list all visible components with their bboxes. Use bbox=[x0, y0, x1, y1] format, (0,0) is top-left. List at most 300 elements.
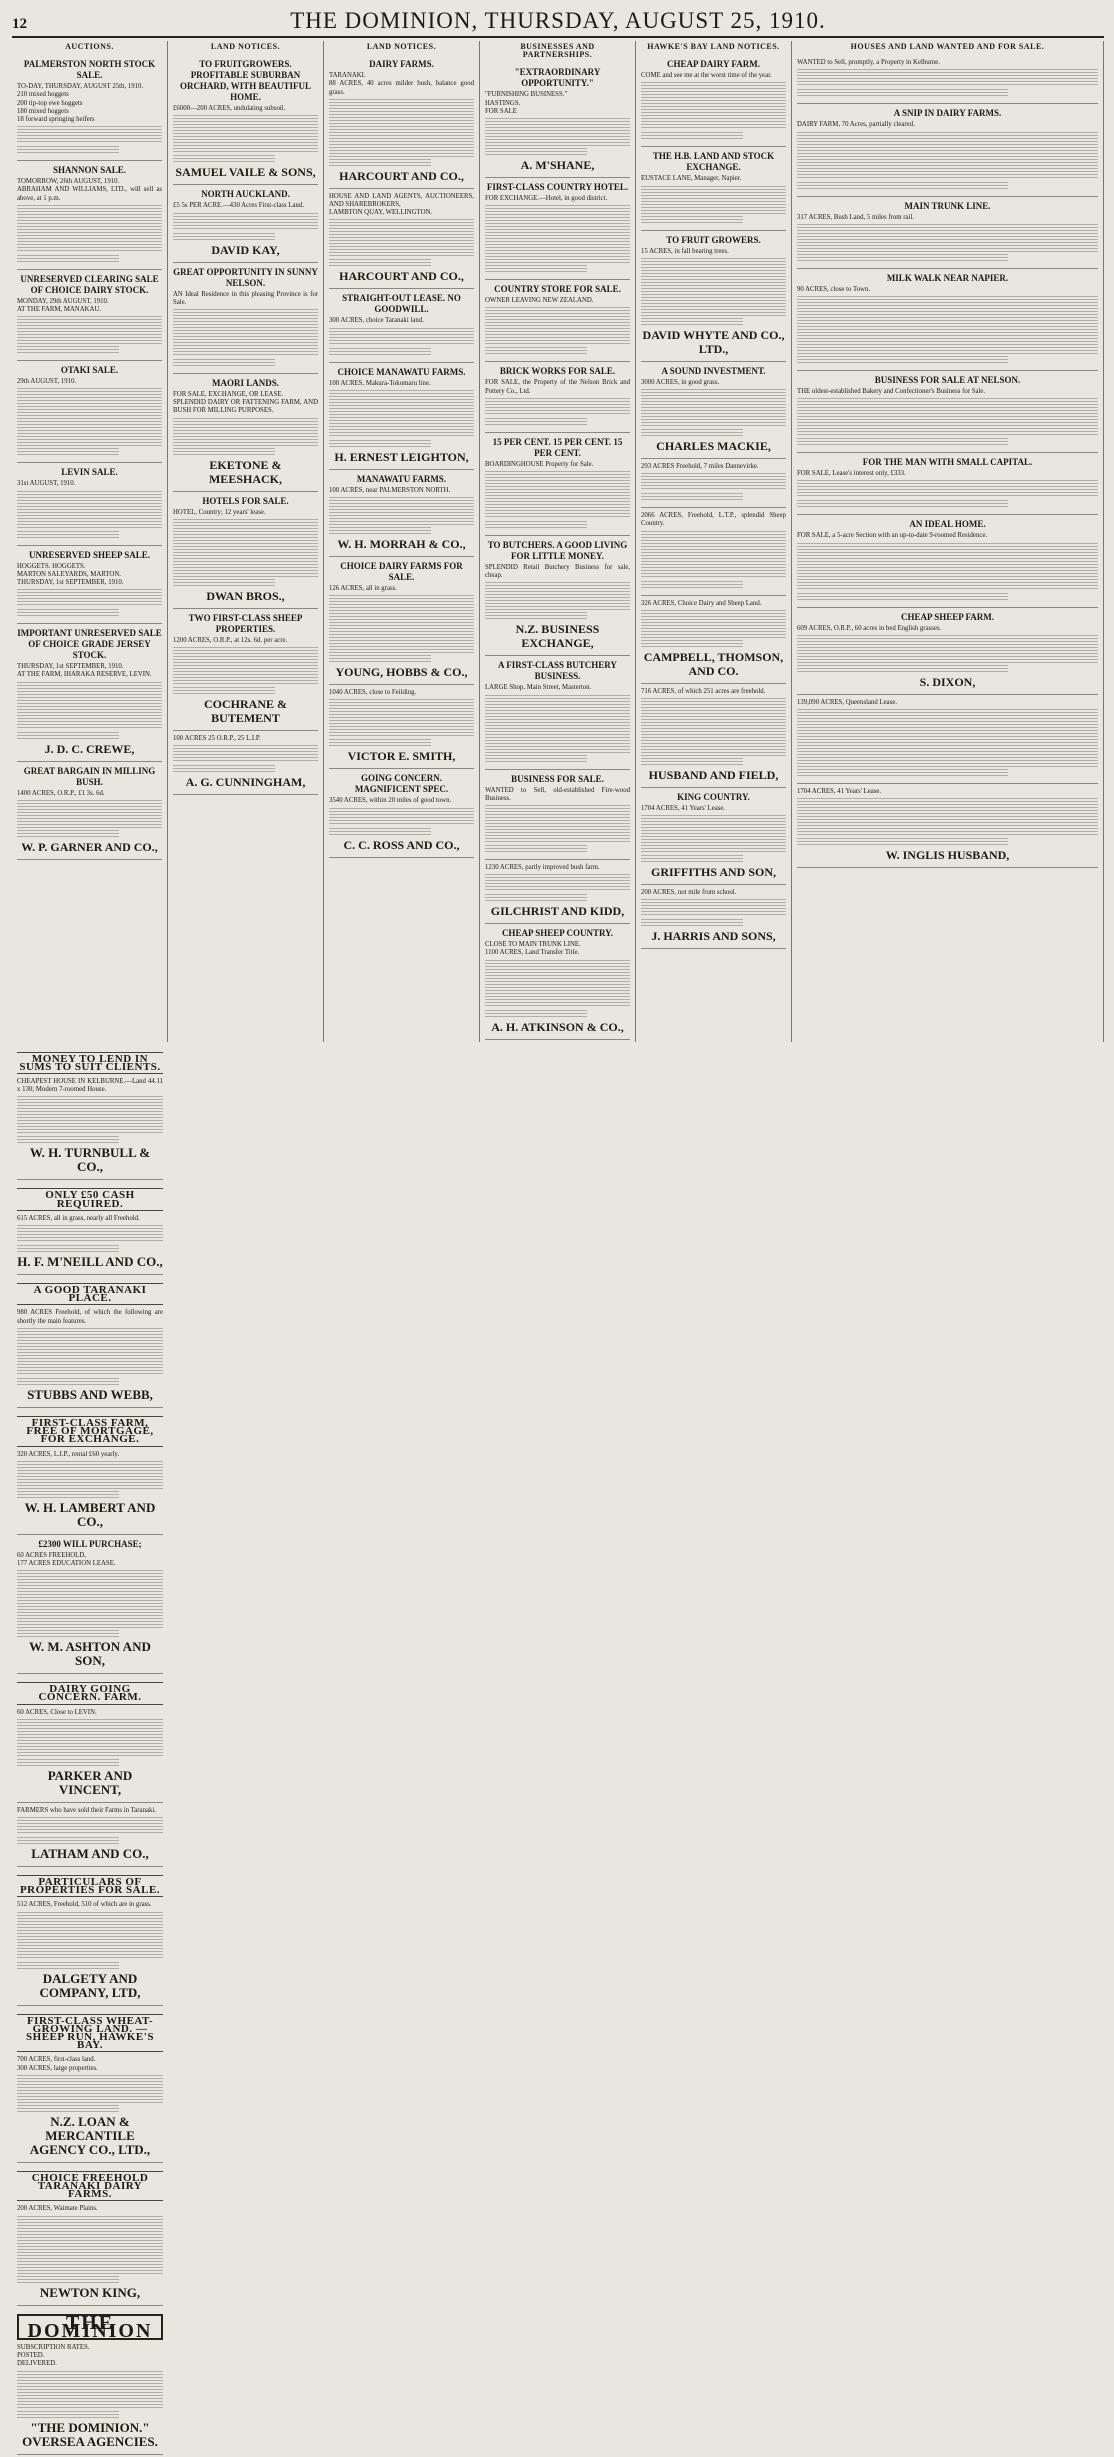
ad-title: COUNTRY STORE FOR SALE. bbox=[494, 284, 621, 295]
ad-line: BOARDINGHOUSE Property for Sale. bbox=[485, 460, 594, 468]
ad-title: GREAT BARGAIN IN MILLING BUSH. bbox=[23, 765, 156, 787]
ad-body-text-lines bbox=[173, 519, 318, 577]
ad-body-text-lines bbox=[17, 1912, 163, 1960]
advertisement bbox=[485, 280, 630, 362]
ad-agent-name: HARCOURT AND CO., bbox=[339, 269, 464, 284]
advertisement bbox=[17, 1275, 163, 1408]
ad-agent-name: "THE DOMINION." OVERSEA AGENCIES. bbox=[22, 2419, 158, 2449]
ad-body-text-lines bbox=[797, 709, 1098, 767]
ad-agent-name: YOUNG, HOBBS & CO., bbox=[335, 665, 468, 680]
ad-body-text-lines bbox=[485, 612, 587, 619]
ad-body-text-lines bbox=[329, 390, 474, 438]
ad-title: CHOICE DAIRY FARMS FOR SALE. bbox=[340, 561, 463, 583]
ad-title: STRAIGHT-OUT LEASE. NO GOODWILL. bbox=[342, 293, 461, 315]
ad-agent-name: S. DIXON, bbox=[919, 674, 976, 689]
ad-line: 88 ACRES, 40 acres milder bush, balance good grass. bbox=[329, 80, 474, 96]
ad-body-text-lines bbox=[641, 82, 786, 130]
advertisement bbox=[329, 289, 474, 362]
ad-body-text-lines bbox=[485, 695, 630, 753]
ad-body-text-lines bbox=[797, 438, 1008, 445]
ad-body-text-lines bbox=[485, 307, 630, 345]
ad-body-text-lines bbox=[797, 838, 1008, 845]
ad-body-text-lines bbox=[485, 960, 630, 1008]
column-4 bbox=[480, 41, 636, 1042]
ad-line: 100 ACRES, Makura-Tokomaru line. bbox=[329, 379, 431, 387]
ad-title: ONLY £50 CASH REQUIRED. bbox=[17, 1188, 163, 1210]
ad-body-text-lines bbox=[17, 2411, 119, 2418]
ad-agent-name: DALGETY AND COMPANY, LTD, bbox=[39, 1970, 141, 2000]
ad-body-text-lines bbox=[17, 388, 162, 446]
ad-body-text-lines bbox=[173, 745, 318, 763]
ad-body-text-lines bbox=[329, 808, 474, 826]
ad-title: TO FRUIT GROWERS. bbox=[666, 234, 761, 245]
ad-agent-name: LATHAM AND CO., bbox=[31, 1845, 149, 1861]
advertisement bbox=[17, 546, 162, 625]
ad-title: CHOICE MANAWATU FARMS. bbox=[337, 366, 466, 377]
column-heading: LAND NOTICES. bbox=[210, 42, 281, 51]
advertisement bbox=[641, 55, 786, 147]
ad-body-text-lines bbox=[17, 346, 119, 353]
ad-line: SUBSCRIPTION RATES. bbox=[17, 2343, 90, 2351]
ad-body-text-lines bbox=[17, 1245, 119, 1252]
ad-body-text-lines bbox=[641, 581, 743, 588]
ad-body-text-lines bbox=[17, 531, 119, 538]
advertisement bbox=[485, 362, 630, 432]
ad-body-text-lines bbox=[17, 609, 119, 616]
ad-body-text-lines bbox=[17, 1817, 163, 1835]
ad-body-text-lines bbox=[641, 493, 743, 500]
column-3 bbox=[324, 41, 480, 1042]
column-7 bbox=[12, 1042, 168, 2457]
ad-body-text-lines bbox=[17, 126, 162, 144]
ad-title: SHANNON SALE. bbox=[52, 165, 126, 176]
ad-line: SPLENDID DAIRY OR FATTENING FARM, AND BUSH FOR MILLING PURPOSES. bbox=[173, 399, 318, 415]
advertisement bbox=[797, 515, 1098, 607]
ad-body-text-lines bbox=[329, 328, 474, 346]
ad-body-text-lines bbox=[797, 480, 1098, 498]
ad-line: 326 ACRES, Choice Dairy and Sheep Land. bbox=[641, 599, 762, 607]
ad-agent-name: CHARLES MACKIE, bbox=[656, 439, 771, 454]
ad-body-text-lines bbox=[329, 219, 474, 257]
ad-agent-name: SAMUEL VAILE & SONS, bbox=[175, 165, 316, 180]
ad-line: FOR SALE, Lease's interest only, £333. bbox=[797, 470, 906, 478]
ad-body-text-lines bbox=[17, 1136, 119, 1143]
ad-body-text-lines bbox=[329, 828, 431, 835]
ad-agent-name: W. H. LAMBERT AND CO., bbox=[24, 1499, 156, 1529]
ad-agent-name: C. C. ROSS AND CO., bbox=[343, 837, 460, 852]
advertisement bbox=[17, 463, 162, 545]
ad-body-text-lines bbox=[641, 899, 786, 917]
ad-body-text-lines bbox=[17, 1962, 119, 1969]
advertisement bbox=[17, 2006, 163, 2163]
ad-body-text-lines bbox=[485, 205, 630, 263]
ad-body-text-lines bbox=[17, 682, 162, 730]
ad-line: OWNER LEAVING NEW ZEALAND. bbox=[485, 297, 594, 305]
ad-line: 200 ACRES, not mile from school. bbox=[641, 889, 737, 897]
ad-line: THURSDAY, 1st SEPTEMBER, 1910. bbox=[17, 579, 124, 587]
ad-agent-name: A. M'SHANE, bbox=[520, 158, 595, 173]
advertisement bbox=[17, 1044, 163, 1181]
ad-body-text-lines bbox=[797, 224, 1098, 252]
ad-body-text-lines bbox=[485, 347, 587, 354]
ad-line: FOR EXCHANGE.—Hotel, in good district. bbox=[485, 195, 608, 203]
ad-line: HOGGETS. HOGGETS. bbox=[17, 562, 86, 570]
ad-body-text-lines bbox=[797, 665, 1008, 672]
ad-line: FOR SALE, a 5-acre Section with an up-to-date 9-roomed Residence. bbox=[797, 532, 988, 540]
ad-line: LARGE Shop, Main Street, Masterton. bbox=[485, 684, 592, 692]
ad-body-text-lines bbox=[17, 589, 162, 607]
advertisement bbox=[641, 231, 786, 362]
ad-body-text-lines bbox=[797, 182, 1008, 189]
ad-line: 615 ACRES, all in grass, nearly all Freehold. bbox=[17, 1214, 140, 1222]
ad-body-text-lines bbox=[173, 448, 275, 455]
ad-agent-name: N.Z. BUSINESS EXCHANGE, bbox=[515, 622, 600, 651]
ad-body-text-lines bbox=[485, 874, 630, 892]
ad-title: CHOICE FREEHOLD TARANAKI DAIRY FARMS. bbox=[17, 2171, 163, 2202]
ad-line: DAIRY FARM, 70 Acres, partially cleared. bbox=[797, 121, 915, 129]
ad-title: UNRESERVED CLEARING SALE OF CHOICE DAIRY STOCK. bbox=[20, 273, 159, 295]
ad-line: HOTEL, Country; 12 years' lease. bbox=[173, 508, 266, 516]
ad-title: PARTICULARS OF PROPERTIES FOR SALE. bbox=[17, 1875, 163, 1897]
ad-line: "FURNISHING BUSINESS." bbox=[485, 91, 568, 99]
ad-line: MONDAY, 29th AUGUST, 1910. bbox=[17, 297, 109, 305]
ad-line: 29th AUGUST, 1910. bbox=[17, 378, 77, 386]
ad-agent-name: PARKER AND VINCENT, bbox=[47, 1767, 133, 1797]
masthead bbox=[12, 8, 1104, 38]
ad-line: AT THE FARM, MANAKAU. bbox=[17, 306, 102, 314]
ad-line: 317 ACRES, Bush Land, 5 miles from rail. bbox=[797, 213, 915, 221]
ad-line: 3000 ACRES, in good grass. bbox=[641, 378, 720, 386]
ad-line: 3540 ACRES, within 20 miles of good town. bbox=[329, 797, 452, 805]
ad-body-text-lines bbox=[17, 1491, 119, 1498]
ad-title: BUSINESS FOR SALE AT NELSON. bbox=[874, 375, 1021, 386]
ad-body-text-lines bbox=[485, 118, 630, 146]
ad-title: "EXTRAORDINARY OPPORTUNITY." bbox=[514, 67, 601, 89]
ad-title: BRICK WORKS FOR SALE. bbox=[499, 366, 616, 377]
ad-body-text-lines bbox=[173, 233, 275, 240]
ad-body-text-lines bbox=[329, 440, 431, 447]
advertisement bbox=[797, 55, 1098, 104]
ad-body-text-lines bbox=[329, 595, 474, 653]
ad-body-text-lines bbox=[641, 815, 786, 853]
ad-agent-name: NEWTON KING, bbox=[39, 2284, 141, 2300]
ad-agent-name: VICTOR E. SMITH, bbox=[347, 749, 456, 764]
ad-agent-name: W. H. MORRAH & CO., bbox=[337, 537, 466, 552]
ad-body-text-lines bbox=[641, 758, 743, 765]
ad-line: AT THE FARM, IHARAKA RESERVE, LEVIN. bbox=[17, 671, 152, 679]
ad-title: MILK WALK NEAR NAPIER. bbox=[886, 272, 1009, 283]
ad-line: 700 ACRES, first-class land. bbox=[17, 2056, 96, 2064]
ad-agent-name: DAVID WHYTE AND CO., LTD., bbox=[642, 327, 785, 356]
advertisement bbox=[173, 374, 318, 492]
ad-body-text-lines bbox=[485, 582, 630, 610]
ad-title: DAIRY FARMS. bbox=[369, 59, 434, 70]
ad-body-text-lines bbox=[485, 521, 587, 528]
ad-body-text-lines bbox=[17, 2216, 163, 2274]
ad-line: ABRAHAM AND WILLIAMS, LTD., will sell as above, at 1 p.m. bbox=[17, 186, 162, 202]
ad-title: UNRESERVED SHEEP SALE. bbox=[29, 549, 150, 560]
column-heading: HOUSES AND LAND WANTED AND FOR SALE. bbox=[850, 42, 1045, 51]
ad-title: CHEAP DAIRY FARM. bbox=[667, 59, 760, 70]
ad-line: 1100 ACRES, Land Transfer Title. bbox=[485, 949, 580, 957]
advertisement bbox=[173, 492, 318, 609]
advertisement bbox=[641, 459, 786, 508]
ad-agent-name: HUSBAND AND FIELD, bbox=[648, 768, 779, 783]
ad-title: BUSINESS FOR SALE. bbox=[511, 773, 604, 784]
ad-title: LEVIN SALE. bbox=[61, 467, 118, 478]
ad-body-text-lines bbox=[17, 1461, 163, 1489]
ad-title: MAORI LANDS. bbox=[211, 378, 279, 389]
ad-agent-name: A. G. CUNNINGHAM, bbox=[185, 775, 306, 790]
ad-body-text-lines bbox=[173, 647, 318, 685]
advertisement bbox=[173, 185, 318, 262]
ad-body-text-lines bbox=[17, 1759, 119, 1766]
ad-body-text-lines bbox=[17, 146, 119, 153]
ad-title: A SOUND INVESTMENT. bbox=[661, 365, 766, 376]
advertisement bbox=[329, 685, 474, 769]
advertisement bbox=[17, 1867, 163, 2006]
ad-line: 1200 ACRES, O.R.P., at 12s. 6d. per acre. bbox=[173, 636, 288, 644]
ad-body-text-lines bbox=[17, 1378, 119, 1385]
ad-line: LAMBTON QUAY, WELLINGTON. bbox=[329, 209, 433, 217]
ad-body-text-lines bbox=[329, 348, 431, 355]
ad-body-text-lines bbox=[329, 99, 474, 157]
advertisement bbox=[173, 263, 318, 374]
ad-title: GREAT OPPORTUNITY IN SUNNY NELSON. bbox=[173, 266, 318, 288]
advertisement bbox=[797, 608, 1098, 695]
ad-line: 300 ACRES, large properties. bbox=[17, 2064, 98, 2072]
ad-line: 1704 ACRES, 41 Years' Lease. bbox=[641, 805, 726, 813]
ad-body-text-lines bbox=[17, 1570, 163, 1628]
ad-line: 100 ACRES 25 O.R.P., 25 L.I.P. bbox=[173, 735, 261, 743]
advertisement bbox=[641, 508, 786, 595]
ad-body-text-lines bbox=[641, 132, 743, 139]
ad-body-text-lines bbox=[641, 389, 786, 427]
ad-body-text-lines bbox=[485, 471, 630, 519]
advertisement bbox=[173, 55, 318, 185]
ad-line: 139,090 ACRES, Queensland Lease. bbox=[797, 698, 898, 706]
advertisement bbox=[797, 104, 1098, 196]
ad-body-text-lines bbox=[485, 148, 587, 155]
ad-line: 126 ACRES, all in grass. bbox=[329, 585, 397, 593]
ad-line: 1230 ACRES, partly improved bush farm. bbox=[485, 864, 600, 872]
advertisement bbox=[485, 770, 630, 860]
column-6 bbox=[792, 41, 1104, 1042]
ad-title: CHEAP SHEEP FARM. bbox=[900, 611, 995, 622]
ad-body-text-lines bbox=[173, 687, 275, 694]
ad-line: 177 ACRES EDUCATION LEASE. bbox=[17, 1559, 116, 1567]
ad-line: HOUSE AND LAND AGENTS, AUCTIONEERS, AND SHAREBROKERS, bbox=[329, 192, 474, 209]
dominion-logo: THE DOMINION bbox=[17, 2314, 163, 2340]
ad-title: GOING CONCERN. MAGNIFICENT SPEC. bbox=[354, 773, 449, 795]
ad-body-text-lines bbox=[485, 265, 587, 272]
ad-line: 320 ACRES, L.I.P., rental £60 yearly. bbox=[17, 1450, 120, 1458]
ad-body-text-lines bbox=[329, 655, 431, 662]
ad-line: 512 ACRES, Freehold, 510 of which are in grass. bbox=[17, 1901, 152, 1909]
ad-agent-name: COCHRANE & BUTEMENT bbox=[204, 697, 287, 726]
ad-body-text-lines bbox=[641, 698, 786, 756]
ad-title: DAIRY GOING CONCERN. FARM. bbox=[17, 1682, 163, 1704]
ad-body-text-lines bbox=[329, 159, 431, 166]
advertisement bbox=[329, 55, 474, 189]
ad-body-text-lines bbox=[17, 255, 119, 262]
ad-agent-name: GILCHRIST AND KIDD, bbox=[490, 904, 625, 919]
ad-agent-name: GRIFFITHS AND SON, bbox=[650, 865, 777, 880]
ad-body-text-lines bbox=[797, 500, 1008, 507]
ad-agent-name: W. H. TURNBULL & CO., bbox=[29, 1145, 151, 1175]
ad-body-text-lines bbox=[797, 798, 1098, 836]
ad-body-text-lines bbox=[173, 765, 275, 772]
advertisement bbox=[17, 762, 162, 860]
advertisement bbox=[17, 2163, 163, 2306]
ad-line: HASTINGS. bbox=[485, 99, 521, 107]
ad-title: KING COUNTRY. bbox=[677, 792, 750, 803]
ad-body-text-lines bbox=[17, 2276, 119, 2283]
ad-body-text-lines bbox=[641, 640, 743, 647]
advertisement bbox=[329, 189, 474, 290]
ad-body-text-lines bbox=[641, 318, 743, 325]
ad-body-text-lines bbox=[17, 205, 162, 253]
advertisement bbox=[17, 161, 162, 270]
column-heading: HAWKE'S BAY LAND NOTICES. bbox=[647, 42, 780, 51]
advertisement bbox=[173, 609, 318, 731]
ad-body-text-lines bbox=[797, 593, 1008, 600]
advertisement bbox=[797, 371, 1098, 453]
ad-title: MANAWATU FARMS. bbox=[356, 473, 447, 484]
advertisement bbox=[17, 361, 162, 463]
ad-title: PALMERSTON NORTH STOCK SALE. bbox=[23, 59, 156, 81]
ad-body-text-lines bbox=[17, 800, 162, 828]
column-heading: BUSINESSES AND PARTNERSHIPS. bbox=[520, 42, 595, 60]
ad-line: 1040 ACRES, close to Feilding. bbox=[329, 689, 417, 697]
ad-line: 609 ACRES, O.R.P., 60 acres in bed English grasses. bbox=[797, 624, 942, 632]
ad-body-text-lines bbox=[173, 418, 318, 446]
ad-title: MONEY TO LEND IN SUMS TO SUIT CLIENTS. bbox=[17, 1052, 163, 1074]
ad-body-text-lines bbox=[485, 755, 587, 762]
ad-line: TOMORROW, 26th AUGUST, 1910. bbox=[17, 178, 120, 186]
ad-body-text-lines bbox=[173, 213, 318, 231]
ad-line: 1704 ACRES, 41 Years' Lease. bbox=[797, 788, 882, 796]
ad-body-text-lines bbox=[641, 855, 743, 862]
advertisement bbox=[329, 363, 474, 470]
advertisement bbox=[485, 924, 630, 1039]
ad-body-text-lines bbox=[797, 132, 1098, 180]
ad-body-text-lines bbox=[641, 531, 786, 579]
ad-title: TO FRUITGROWERS. PROFITABLE SUBURBAN ORCHARD, WITH BEAUTIFUL HOME. bbox=[179, 59, 312, 103]
advertisement bbox=[17, 624, 162, 761]
ad-agent-name: J. D. C. CREWE, bbox=[44, 741, 135, 756]
advertisement bbox=[641, 788, 786, 885]
advertisement bbox=[485, 433, 630, 536]
ad-line: SPLENDID Retail Butchery Business for sale, cheap. bbox=[485, 564, 630, 580]
ad-line: DELIVERED. bbox=[17, 2360, 57, 2368]
ad-line: FOR SALE, the Property of the Nelson Brick and Pottery Co., Ltd. bbox=[485, 379, 630, 395]
ad-line: 1400 ACRES, O.R.P., £1 3s. 6d. bbox=[17, 789, 105, 797]
ad-body-text-lines bbox=[641, 610, 786, 638]
advertisement bbox=[17, 1408, 163, 1535]
ad-agent-name: W. M. ASHTON AND SON, bbox=[29, 1639, 151, 1669]
ad-agent-name: H. F. M'NEILL AND CO., bbox=[17, 1254, 163, 1270]
ad-body-text-lines bbox=[17, 1225, 163, 1243]
ad-title: IMPORTANT UNRESERVED SALE OF CHOICE GRADE JERSEY STOCK. bbox=[17, 628, 162, 661]
ad-line: 90 ACRES, close to Town. bbox=[797, 285, 871, 293]
advertisement bbox=[329, 557, 474, 685]
ad-body-text-lines bbox=[17, 732, 119, 739]
ad-line: 200 ACRES, Waimate Plains. bbox=[17, 2205, 98, 2213]
page-number: 12 bbox=[12, 16, 27, 32]
ad-line: 60 ACRES, Close to LEVIN. bbox=[17, 1708, 97, 1716]
ad-line: 15 ACRES, in fall bearing trees. bbox=[641, 247, 729, 255]
ad-title: MAIN TRUNK LINE. bbox=[904, 200, 991, 211]
ad-line: £6000—200 ACRES, undulating subsoil. bbox=[173, 105, 286, 113]
advertisement bbox=[173, 731, 318, 795]
masthead-title: THE DOMINION, THURSDAY, AUGUST 25, 1910. bbox=[290, 8, 826, 33]
ad-title: FOR THE MAN WITH SMALL CAPITAL. bbox=[862, 457, 1033, 468]
ad-body-text-lines bbox=[641, 429, 743, 436]
ad-body-text-lines bbox=[485, 845, 587, 852]
ad-body-text-lines bbox=[329, 699, 474, 737]
ad-body-text-lines bbox=[173, 115, 318, 153]
ad-body-text-lines bbox=[641, 473, 786, 491]
ad-title: FIRST-CLASS COUNTRY HOTEL. bbox=[486, 182, 629, 193]
ad-body-text-lines bbox=[485, 894, 587, 901]
ad-body-text-lines bbox=[17, 1719, 163, 1757]
advertisement bbox=[485, 656, 630, 769]
advertisement bbox=[797, 453, 1098, 515]
ad-line: 293 ACRES Freehold, 7 miles Dannevirke. bbox=[641, 463, 759, 471]
ad-title: TWO FIRST-CLASS SHEEP PROPERTIES. bbox=[188, 612, 303, 634]
ad-line: EUSTACE LANE, Manager, Napier. bbox=[641, 175, 742, 183]
ad-body-text-lines bbox=[329, 259, 431, 266]
ad-body-text-lines bbox=[485, 805, 630, 843]
ad-agent-name: CAMPBELL, THOMSON, AND CO. bbox=[643, 649, 784, 678]
ad-line: 100 ACRES, near PALMERSTON NORTH. bbox=[329, 486, 451, 494]
ad-body-text-lines bbox=[797, 254, 1008, 261]
ad-line: TO-DAY, THURSDAY, AUGUST 25th, 1910. bbox=[17, 83, 144, 91]
ad-line: WANTED to Sell, promptly, a Property in Kelburne. bbox=[797, 59, 941, 67]
ad-title: A FIRST-CLASS BUTCHERY BUSINESS. bbox=[498, 660, 617, 682]
ad-body-text-lines bbox=[797, 635, 1098, 663]
ad-body-text-lines bbox=[797, 89, 1008, 96]
advertisement bbox=[329, 470, 474, 557]
ad-body-text-lines bbox=[173, 579, 275, 586]
advertisement bbox=[485, 178, 630, 280]
ad-line: 210 mixed hoggets bbox=[17, 91, 69, 99]
ad-body-text-lines bbox=[173, 359, 275, 366]
ad-body-text-lines bbox=[17, 448, 119, 455]
column-1 bbox=[12, 41, 168, 1042]
advertisement bbox=[17, 1535, 163, 1674]
advertisement bbox=[17, 1803, 163, 1867]
ad-line: POSTED. bbox=[17, 2352, 45, 2360]
ad-title: OTAKI SALE. bbox=[60, 365, 119, 376]
ad-body-text-lines bbox=[641, 258, 786, 316]
ad-line: 716 ACRES, of which 251 acres are freehold. bbox=[641, 687, 766, 695]
ad-title: FIRST-CLASS WHEAT-GROWING LAND. — SHEEP RUN, HAWKE'S BAY. bbox=[17, 2014, 163, 2053]
ad-line: FOR SALE, EXCHANGE, OR LEASE. bbox=[173, 391, 284, 399]
ad-title: TO BUTCHERS. A GOOD LIVING FOR LITTLE MONEY. bbox=[487, 540, 628, 562]
ad-body-text-lines bbox=[797, 296, 1098, 354]
advertisement bbox=[17, 1674, 163, 1803]
ad-line: THE oldest-established Bakery and Confectioner's Business for Sale. bbox=[797, 388, 986, 396]
advertisement bbox=[797, 197, 1098, 269]
ad-body-text-lines bbox=[641, 216, 743, 223]
ad-agent-name: STUBBS AND WEBB, bbox=[27, 1386, 153, 1402]
ad-body-text-lines bbox=[17, 491, 162, 529]
column-5 bbox=[636, 41, 792, 1042]
ad-line: AN Ideal Residence in this pleasing Province is for Sale. bbox=[173, 290, 318, 306]
ad-body-text-lines bbox=[17, 2105, 119, 2112]
